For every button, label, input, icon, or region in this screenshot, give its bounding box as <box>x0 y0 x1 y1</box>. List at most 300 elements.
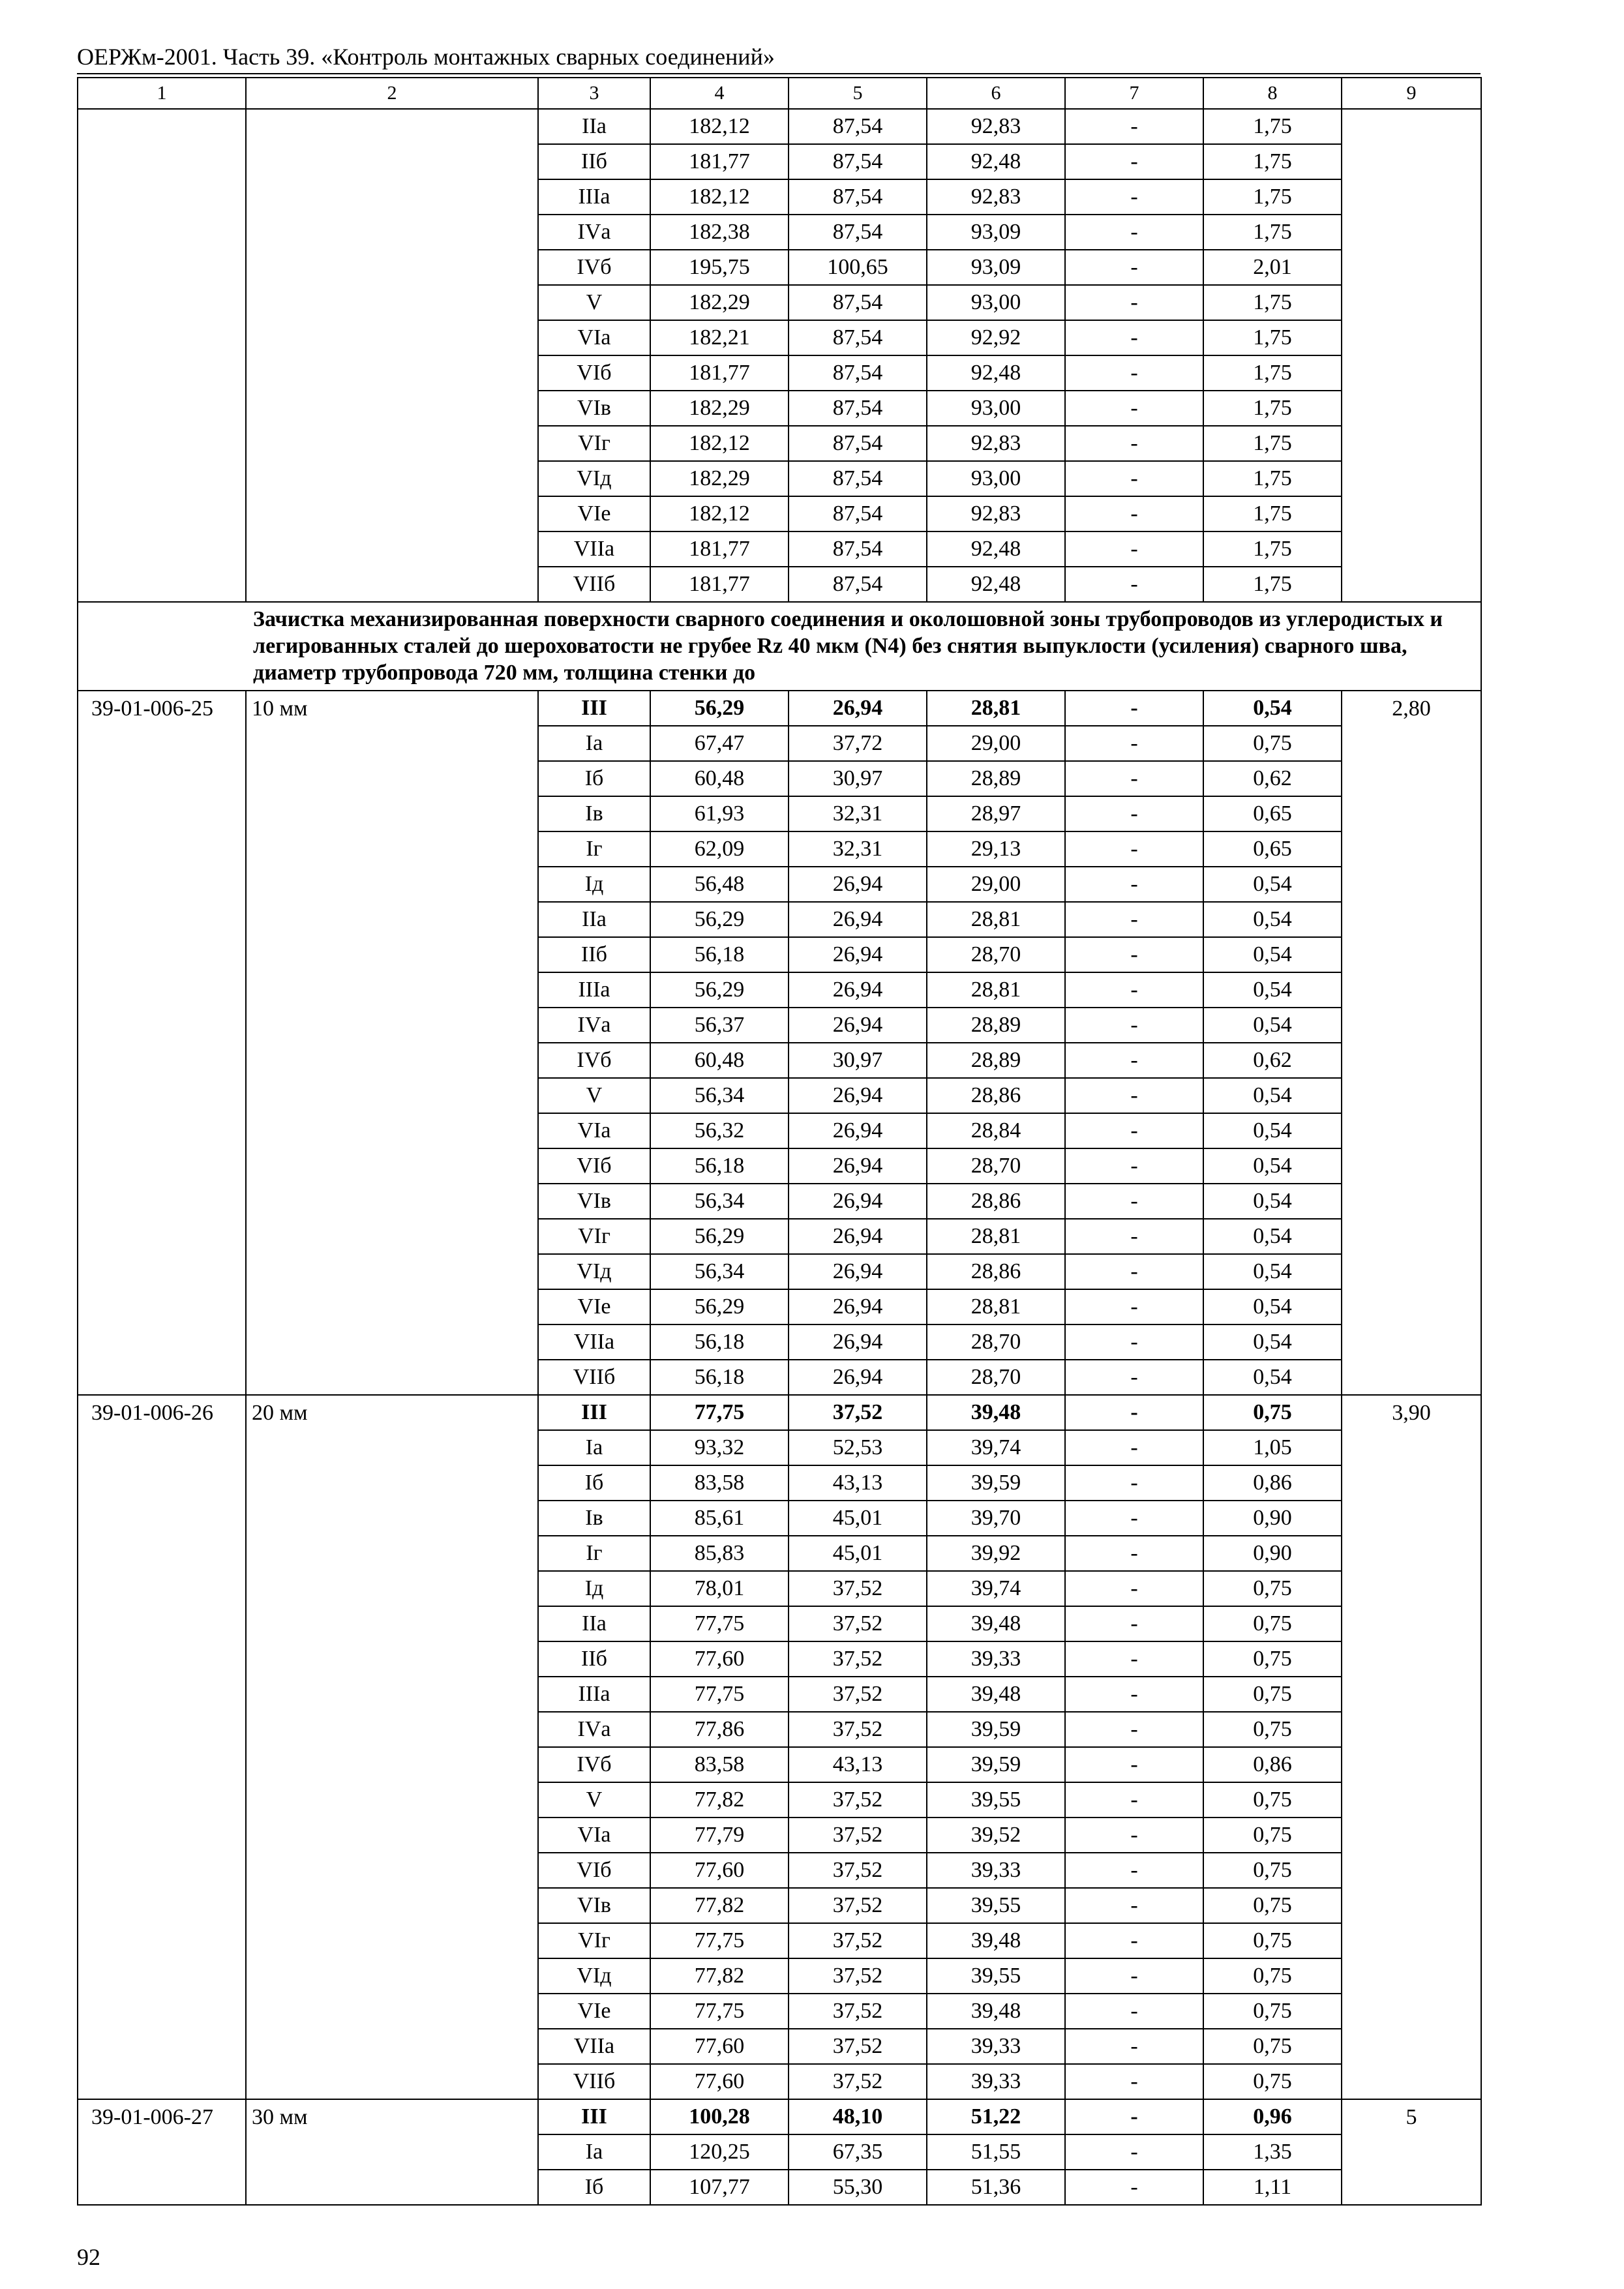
cell-pricing-zone: V <box>538 1078 650 1113</box>
cell-machine-costs: 39,55 <box>927 1958 1065 1994</box>
cell-machine-costs: 92,48 <box>927 144 1065 179</box>
cell-pricing-zone: Iд <box>538 1571 650 1606</box>
cell-labor-wages: 87,54 <box>789 567 927 602</box>
cell-machine-costs: 28,81 <box>927 1219 1065 1254</box>
cell-pricing-zone: VIа <box>538 1818 650 1853</box>
cell-machine-costs: 39,48 <box>927 1923 1065 1958</box>
cell-labor-wages: 37,52 <box>789 1677 927 1712</box>
cell-machine-costs: 28,84 <box>927 1113 1065 1148</box>
cell-code-empty <box>78 109 246 602</box>
cell-materials: - <box>1065 1818 1203 1853</box>
cell-materials: - <box>1065 761 1203 796</box>
cell-materials: - <box>1065 1465 1203 1501</box>
cell-machine-costs: 39,74 <box>927 1430 1065 1465</box>
cell-pricing-zone: IVб <box>538 1747 650 1782</box>
cell-direct-costs: 56,34 <box>650 1078 789 1113</box>
cell-labor-wages: 26,94 <box>789 937 927 972</box>
norms-table-body <box>78 78 1481 2205</box>
cell-direct-costs: 56,29 <box>650 691 789 726</box>
cell-direct-costs: 77,75 <box>650 1606 789 1641</box>
cell-direct-costs: 62,09 <box>650 831 789 867</box>
cell-pricing-zone: III <box>538 1395 650 1430</box>
cell-driver-wages: 0,75 <box>1203 1712 1342 1747</box>
cell-pricing-zone: IVб <box>538 1043 650 1078</box>
cell-labor-wages: 52,53 <box>789 1430 927 1465</box>
cell-pricing-zone: VIб <box>538 355 650 391</box>
cell-direct-costs: 77,75 <box>650 1395 789 1430</box>
cell-driver-wages: 0,54 <box>1203 972 1342 1008</box>
cell-labor-wages: 87,54 <box>789 461 927 496</box>
cell-materials: - <box>1065 2099 1203 2134</box>
cell-pricing-zone: VIг <box>538 1219 650 1254</box>
cell-machine-costs: 51,36 <box>927 2170 1065 2205</box>
cell-direct-costs: 56,32 <box>650 1113 789 1148</box>
cell-machine-costs: 92,83 <box>927 179 1065 215</box>
cell-materials: - <box>1065 1219 1203 1254</box>
cell-direct-costs: 182,29 <box>650 461 789 496</box>
cell-name: 20 мм <box>246 1395 538 2099</box>
cell-machine-costs: 28,89 <box>927 761 1065 796</box>
cell-materials: - <box>1065 937 1203 972</box>
cell-labor-wages: 26,94 <box>789 1078 927 1113</box>
cell-machine-costs: 92,92 <box>927 320 1065 355</box>
table-row <box>78 2099 1481 2134</box>
cell-direct-costs: 67,47 <box>650 726 789 761</box>
cell-total-empty <box>1342 109 1481 602</box>
cell-machine-costs: 28,86 <box>927 1184 1065 1219</box>
cell-pricing-zone: VIа <box>538 1113 650 1148</box>
cell-name: 30 мм <box>246 2099 538 2205</box>
cell-pricing-zone: IIа <box>538 902 650 937</box>
cell-pricing-zone: IIIа <box>538 1677 650 1712</box>
cell-direct-costs: 56,18 <box>650 937 789 972</box>
cell-materials: - <box>1065 1395 1203 1430</box>
cell-labor-wages: 45,01 <box>789 1536 927 1571</box>
header-rule <box>77 73 1481 74</box>
cell-direct-costs: 182,29 <box>650 391 789 426</box>
cell-machine-costs: 39,33 <box>927 1641 1065 1677</box>
cell-driver-wages: 2,01 <box>1203 250 1342 285</box>
cell-pricing-zone: IIа <box>538 1606 650 1641</box>
cell-driver-wages: 0,75 <box>1203 1958 1342 1994</box>
cell-driver-wages: 1,35 <box>1203 2134 1342 2170</box>
cell-driver-wages: 1,11 <box>1203 2170 1342 2205</box>
cell-pricing-zone: IIб <box>538 937 650 972</box>
cell-labor-wages: 55,30 <box>789 2170 927 2205</box>
cell-direct-costs: 60,48 <box>650 761 789 796</box>
cell-direct-costs: 181,77 <box>650 531 789 567</box>
cell-direct-costs: 56,18 <box>650 1360 789 1395</box>
cell-pricing-zone: Iг <box>538 1536 650 1571</box>
cell-direct-costs: 100,28 <box>650 2099 789 2134</box>
cell-materials: - <box>1065 831 1203 867</box>
cell-machine-costs: 92,48 <box>927 355 1065 391</box>
cell-machine-costs: 93,00 <box>927 461 1065 496</box>
cell-materials: - <box>1065 902 1203 937</box>
cell-direct-costs: 77,60 <box>650 1853 789 1888</box>
cell-machine-costs: 92,83 <box>927 109 1065 144</box>
cell-pricing-zone: VIа <box>538 320 650 355</box>
cell-direct-costs: 56,37 <box>650 1008 789 1043</box>
cell-labor-wages: 37,52 <box>789 1712 927 1747</box>
cell-machine-costs: 39,55 <box>927 1782 1065 1818</box>
column-number: 9 <box>1342 78 1481 109</box>
cell-materials: - <box>1065 1148 1203 1184</box>
cell-machine-costs: 28,97 <box>927 796 1065 831</box>
cell-driver-wages: 1,75 <box>1203 215 1342 250</box>
cell-labor-wages: 37,52 <box>789 1395 927 1430</box>
cell-labor-wages: 26,94 <box>789 1113 927 1148</box>
cell-materials: - <box>1065 1994 1203 2029</box>
cell-materials: - <box>1065 391 1203 426</box>
cell-materials: - <box>1065 1324 1203 1360</box>
cell-driver-wages: 0,90 <box>1203 1501 1342 1536</box>
cell-driver-wages: 0,75 <box>1203 2029 1342 2064</box>
cell-labor-wages: 37,52 <box>789 1923 927 1958</box>
cell-total: 5 <box>1342 2099 1481 2205</box>
cell-machine-costs: 39,48 <box>927 1677 1065 1712</box>
cell-materials: - <box>1065 972 1203 1008</box>
cell-driver-wages: 1,75 <box>1203 567 1342 602</box>
cell-labor-wages: 26,94 <box>789 1148 927 1184</box>
cell-machine-costs: 93,00 <box>927 391 1065 426</box>
cell-direct-costs: 182,38 <box>650 215 789 250</box>
cell-direct-costs: 85,61 <box>650 1501 789 1536</box>
cell-direct-costs: 77,75 <box>650 1677 789 1712</box>
cell-machine-costs: 39,59 <box>927 1712 1065 1747</box>
column-number-row <box>78 78 1481 109</box>
cell-materials: - <box>1065 1008 1203 1043</box>
section-row <box>78 602 1481 691</box>
cell-labor-wages: 30,97 <box>789 1043 927 1078</box>
cell-pricing-zone: IIIа <box>538 972 650 1008</box>
cell-labor-wages: 37,52 <box>789 1571 927 1606</box>
cell-materials: - <box>1065 1712 1203 1747</box>
cell-labor-wages: 87,54 <box>789 179 927 215</box>
cell-driver-wages: 1,75 <box>1203 355 1342 391</box>
cell-driver-wages: 0,65 <box>1203 796 1342 831</box>
cell-materials: - <box>1065 1043 1203 1078</box>
cell-driver-wages: 0,62 <box>1203 761 1342 796</box>
cell-pricing-zone: Iа <box>538 1430 650 1465</box>
cell-materials: - <box>1065 1254 1203 1289</box>
cell-materials: - <box>1065 1536 1203 1571</box>
cell-machine-costs: 39,48 <box>927 1994 1065 2029</box>
cell-labor-wages: 67,35 <box>789 2134 927 2170</box>
cell-labor-wages: 48,10 <box>789 2099 927 2134</box>
cell-driver-wages: 0,54 <box>1203 937 1342 972</box>
cell-labor-wages: 26,94 <box>789 1008 927 1043</box>
cell-pricing-zone: IVа <box>538 215 650 250</box>
cell-labor-wages: 45,01 <box>789 1501 927 1536</box>
cell-pricing-zone: Iа <box>538 726 650 761</box>
cell-materials: - <box>1065 461 1203 496</box>
cell-labor-wages: 87,54 <box>789 496 927 531</box>
cell-labor-wages: 43,13 <box>789 1747 927 1782</box>
cell-machine-costs: 39,70 <box>927 1501 1065 1536</box>
cell-driver-wages: 1,05 <box>1203 1430 1342 1465</box>
cell-machine-costs: 28,86 <box>927 1078 1065 1113</box>
cell-pricing-zone: VIIб <box>538 567 650 602</box>
cell-machine-costs: 92,48 <box>927 531 1065 567</box>
cell-pricing-zone: IIа <box>538 109 650 144</box>
cell-machine-costs: 92,83 <box>927 496 1065 531</box>
cell-machine-costs: 28,89 <box>927 1043 1065 1078</box>
cell-pricing-zone: VIв <box>538 1184 650 1219</box>
cell-direct-costs: 77,75 <box>650 1994 789 2029</box>
cell-machine-costs: 28,89 <box>927 1008 1065 1043</box>
cell-driver-wages: 0,54 <box>1203 1078 1342 1113</box>
cell-pricing-zone: VIг <box>538 1923 650 1958</box>
cell-machine-costs: 93,09 <box>927 250 1065 285</box>
cell-labor-wages: 87,54 <box>789 109 927 144</box>
norms-table <box>77 77 1482 2206</box>
column-number: 7 <box>1065 78 1203 109</box>
cell-materials: - <box>1065 320 1203 355</box>
cell-labor-wages: 26,94 <box>789 691 927 726</box>
cell-driver-wages: 0,75 <box>1203 1395 1342 1430</box>
cell-labor-wages: 37,72 <box>789 726 927 761</box>
cell-materials: - <box>1065 867 1203 902</box>
cell-direct-costs: 56,34 <box>650 1184 789 1219</box>
cell-materials: - <box>1065 285 1203 320</box>
cell-machine-costs: 93,09 <box>927 215 1065 250</box>
cell-labor-wages: 37,52 <box>789 2064 927 2099</box>
cell-pricing-zone: VIе <box>538 496 650 531</box>
cell-driver-wages: 1,75 <box>1203 496 1342 531</box>
cell-machine-costs: 39,92 <box>927 1536 1065 1571</box>
cell-labor-wages: 87,54 <box>789 320 927 355</box>
column-number: 6 <box>927 78 1065 109</box>
cell-pricing-zone: Iа <box>538 2134 650 2170</box>
cell-labor-wages: 26,94 <box>789 1324 927 1360</box>
cell-materials: - <box>1065 250 1203 285</box>
cell-materials: - <box>1065 1923 1203 1958</box>
cell-driver-wages: 0,65 <box>1203 831 1342 867</box>
cell-machine-costs: 93,00 <box>927 285 1065 320</box>
column-number: 1 <box>78 78 246 109</box>
cell-pricing-zone: VIIа <box>538 2029 650 2064</box>
cell-driver-wages: 1,75 <box>1203 531 1342 567</box>
cell-labor-wages: 87,54 <box>789 215 927 250</box>
cell-machine-costs: 92,83 <box>927 426 1065 461</box>
cell-materials: - <box>1065 1501 1203 1536</box>
cell-direct-costs: 107,77 <box>650 2170 789 2205</box>
cell-machine-costs: 29,00 <box>927 726 1065 761</box>
cell-materials: - <box>1065 796 1203 831</box>
cell-direct-costs: 56,18 <box>650 1148 789 1184</box>
table-row <box>78 691 1481 726</box>
cell-materials: - <box>1065 1606 1203 1641</box>
cell-driver-wages: 0,75 <box>1203 1818 1342 1853</box>
cell-direct-costs: 120,25 <box>650 2134 789 2170</box>
cell-machine-costs: 29,13 <box>927 831 1065 867</box>
cell-pricing-zone: VIе <box>538 1289 650 1324</box>
cell-materials: - <box>1065 1782 1203 1818</box>
cell-machine-costs: 28,81 <box>927 902 1065 937</box>
cell-pricing-zone: VIIа <box>538 531 650 567</box>
cell-direct-costs: 181,77 <box>650 567 789 602</box>
cell-machine-costs: 39,59 <box>927 1747 1065 1782</box>
cell-pricing-zone: VIIа <box>538 1324 650 1360</box>
cell-machine-costs: 28,81 <box>927 1289 1065 1324</box>
cell-direct-costs: 182,12 <box>650 179 789 215</box>
cell-direct-costs: 56,34 <box>650 1254 789 1289</box>
cell-name-empty <box>246 109 538 602</box>
cell-total: 2,80 <box>1342 691 1481 1395</box>
cell-driver-wages: 1,75 <box>1203 461 1342 496</box>
cell-direct-costs: 77,60 <box>650 1641 789 1677</box>
cell-pricing-zone: VIб <box>538 1148 650 1184</box>
cell-pricing-zone: V <box>538 1782 650 1818</box>
cell-materials: - <box>1065 1289 1203 1324</box>
cell-driver-wages: 0,54 <box>1203 1289 1342 1324</box>
cell-direct-costs: 182,21 <box>650 320 789 355</box>
cell-pricing-zone: VIд <box>538 1958 650 1994</box>
cell-pricing-zone: VIIб <box>538 1360 650 1395</box>
cell-driver-wages: 0,54 <box>1203 1113 1342 1148</box>
section-title: Зачистка механизированная поверхности сварного соединения и околошовной зоны трубопроводов из углеродистых и легированных сталей до шероховатости не грубее Rz 40 мкм (N4) без снятия выпуклости (усиления) сварного шва, диаметр трубопровода 720 мм, толщина стенки до <box>78 602 1481 691</box>
cell-labor-wages: 87,54 <box>789 426 927 461</box>
cell-machine-costs: 28,70 <box>927 1360 1065 1395</box>
cell-driver-wages: 0,54 <box>1203 1254 1342 1289</box>
cell-machine-costs: 39,59 <box>927 1465 1065 1501</box>
cell-driver-wages: 1,75 <box>1203 285 1342 320</box>
cell-driver-wages: 0,54 <box>1203 1184 1342 1219</box>
cell-machine-costs: 39,48 <box>927 1606 1065 1641</box>
cell-pricing-zone: III <box>538 691 650 726</box>
cell-direct-costs: 61,93 <box>650 796 789 831</box>
cell-machine-costs: 39,33 <box>927 1853 1065 1888</box>
cell-pricing-zone: IIIа <box>538 179 650 215</box>
cell-materials: - <box>1065 109 1203 144</box>
cell-direct-costs: 77,79 <box>650 1818 789 1853</box>
cell-materials: - <box>1065 1430 1203 1465</box>
cell-machine-costs: 39,33 <box>927 2064 1065 2099</box>
cell-materials: - <box>1065 179 1203 215</box>
cell-direct-costs: 181,77 <box>650 355 789 391</box>
cell-machine-costs: 39,48 <box>927 1395 1065 1430</box>
cell-materials: - <box>1065 2029 1203 2064</box>
cell-driver-wages: 0,54 <box>1203 867 1342 902</box>
cell-direct-costs: 77,60 <box>650 2064 789 2099</box>
cell-labor-wages: 37,52 <box>789 1958 927 1994</box>
column-number: 4 <box>650 78 789 109</box>
cell-driver-wages: 0,75 <box>1203 1994 1342 2029</box>
cell-machine-costs: 92,48 <box>927 567 1065 602</box>
cell-direct-costs: 182,12 <box>650 496 789 531</box>
cell-pricing-zone: Iг <box>538 831 650 867</box>
page-number: 92 <box>77 2244 100 2270</box>
cell-driver-wages: 0,75 <box>1203 1853 1342 1888</box>
column-number: 2 <box>246 78 538 109</box>
cell-materials: - <box>1065 1677 1203 1712</box>
cell-direct-costs: 56,29 <box>650 972 789 1008</box>
cell-driver-wages: 0,75 <box>1203 726 1342 761</box>
cell-materials: - <box>1065 1078 1203 1113</box>
table-row <box>78 109 1481 144</box>
cell-labor-wages: 87,54 <box>789 355 927 391</box>
cell-materials: - <box>1065 1958 1203 1994</box>
cell-machine-costs: 28,81 <box>927 972 1065 1008</box>
cell-machine-costs: 28,70 <box>927 1148 1065 1184</box>
cell-labor-wages: 37,52 <box>789 1853 927 1888</box>
cell-pricing-zone: VIв <box>538 391 650 426</box>
cell-machine-costs: 39,33 <box>927 2029 1065 2064</box>
cell-labor-wages: 37,52 <box>789 1888 927 1923</box>
cell-labor-wages: 26,94 <box>789 1360 927 1395</box>
cell-materials: - <box>1065 567 1203 602</box>
cell-direct-costs: 56,48 <box>650 867 789 902</box>
cell-direct-costs: 182,12 <box>650 426 789 461</box>
cell-direct-costs: 182,29 <box>650 285 789 320</box>
cell-driver-wages: 0,86 <box>1203 1747 1342 1782</box>
cell-driver-wages: 0,75 <box>1203 2064 1342 2099</box>
cell-labor-wages: 26,94 <box>789 1219 927 1254</box>
document-header: ОЕРЖм-2001. Часть 39. «Контроль монтажных сварных соединений» <box>77 44 775 70</box>
cell-pricing-zone: VIд <box>538 461 650 496</box>
cell-pricing-zone: IIб <box>538 144 650 179</box>
cell-driver-wages: 0,75 <box>1203 1923 1342 1958</box>
cell-pricing-zone: VIб <box>538 1853 650 1888</box>
cell-pricing-zone: IVа <box>538 1712 650 1747</box>
cell-materials: - <box>1065 496 1203 531</box>
cell-labor-wages: 37,52 <box>789 2029 927 2064</box>
cell-driver-wages: 0,75 <box>1203 1888 1342 1923</box>
cell-driver-wages: 0,54 <box>1203 691 1342 726</box>
cell-machine-costs: 28,86 <box>927 1254 1065 1289</box>
cell-labor-wages: 30,97 <box>789 761 927 796</box>
cell-materials: - <box>1065 1184 1203 1219</box>
cell-direct-costs: 56,29 <box>650 1289 789 1324</box>
cell-pricing-zone: III <box>538 2099 650 2134</box>
cell-materials: - <box>1065 2170 1203 2205</box>
cell-pricing-zone: VIд <box>538 1254 650 1289</box>
cell-machine-costs: 39,55 <box>927 1888 1065 1923</box>
cell-driver-wages: 0,75 <box>1203 1677 1342 1712</box>
cell-driver-wages: 1,75 <box>1203 391 1342 426</box>
cell-driver-wages: 0,54 <box>1203 1219 1342 1254</box>
cell-direct-costs: 56,18 <box>650 1324 789 1360</box>
cell-pricing-zone: Iб <box>538 2170 650 2205</box>
cell-driver-wages: 0,75 <box>1203 1641 1342 1677</box>
cell-labor-wages: 32,31 <box>789 831 927 867</box>
cell-direct-costs: 83,58 <box>650 1465 789 1501</box>
cell-direct-costs: 77,86 <box>650 1712 789 1747</box>
table-row <box>78 1395 1481 1430</box>
cell-pricing-zone: VIг <box>538 426 650 461</box>
cell-driver-wages: 0,54 <box>1203 1148 1342 1184</box>
cell-direct-costs: 56,29 <box>650 902 789 937</box>
cell-name: 10 мм <box>246 691 538 1395</box>
cell-code: 39-01-006-25 <box>78 691 246 1395</box>
cell-materials: - <box>1065 531 1203 567</box>
cell-labor-wages: 32,31 <box>789 796 927 831</box>
cell-materials: - <box>1065 726 1203 761</box>
cell-labor-wages: 37,52 <box>789 1818 927 1853</box>
cell-machine-costs: 28,81 <box>927 691 1065 726</box>
cell-pricing-zone: Iв <box>538 1501 650 1536</box>
cell-labor-wages: 26,94 <box>789 972 927 1008</box>
cell-labor-wages: 26,94 <box>789 1184 927 1219</box>
cell-driver-wages: 0,54 <box>1203 902 1342 937</box>
cell-materials: - <box>1065 144 1203 179</box>
cell-pricing-zone: V <box>538 285 650 320</box>
cell-materials: - <box>1065 215 1203 250</box>
cell-driver-wages: 0,54 <box>1203 1324 1342 1360</box>
cell-direct-costs: 77,60 <box>650 2029 789 2064</box>
cell-materials: - <box>1065 1113 1203 1148</box>
